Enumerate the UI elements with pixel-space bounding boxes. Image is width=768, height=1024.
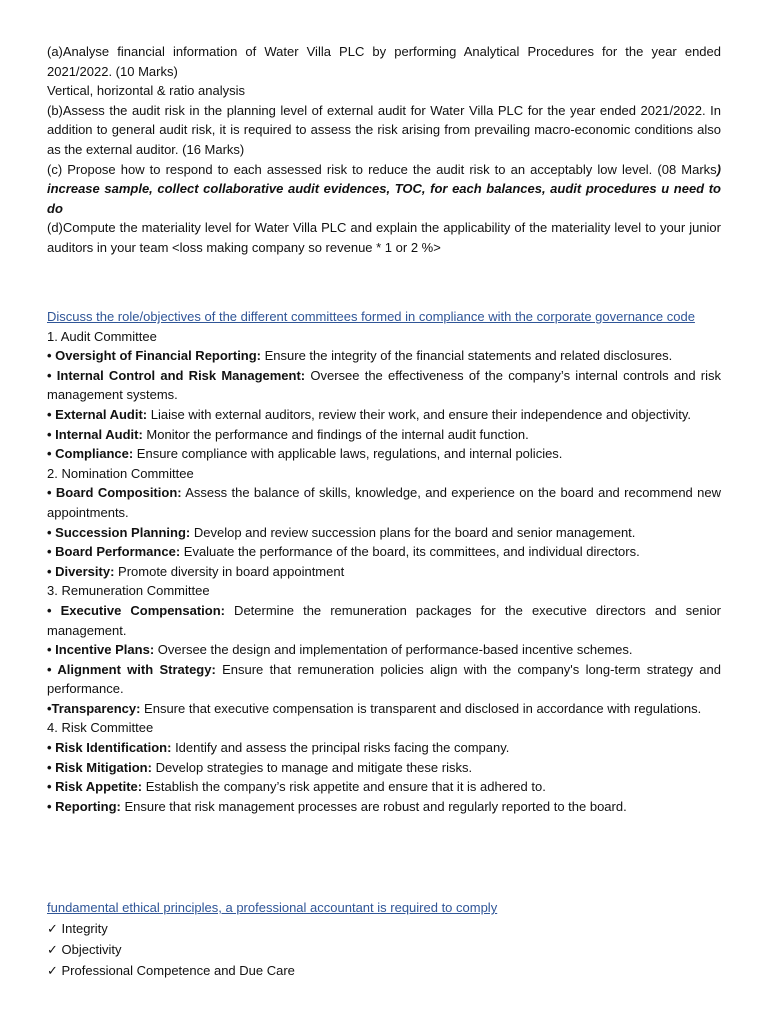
question-c bbox=[47, 160, 721, 219]
item-label: • Board Composition: bbox=[47, 485, 182, 501]
committee-item bbox=[47, 738, 721, 758]
committee-item bbox=[47, 797, 721, 817]
item-text: Oversee the design and implementation of performance-based incentive schemes. bbox=[154, 642, 633, 658]
item-label: • Risk Identification: bbox=[47, 740, 172, 756]
ethics-list bbox=[47, 918, 721, 981]
item-label: • Internal Control and Risk Management: bbox=[47, 367, 306, 383]
committee-title: 1. Audit Committee bbox=[47, 328, 157, 344]
item-text: Oversee the effectiveness of the company’s internal controls and risk management systems. bbox=[47, 367, 722, 403]
item-label: • Risk Mitigation: bbox=[47, 759, 152, 775]
item-label: •Transparency: bbox=[47, 700, 141, 716]
exam-questions bbox=[47, 42, 721, 258]
item-text: Determine the remuneration packages for the executive directors and senior management. bbox=[47, 602, 722, 638]
question-a: (a)Analyse financial information of Water Villa PLC by performing Analytical Procedures for the year ended 2021/2022. (10 Marks) bbox=[47, 44, 721, 79]
committees-section bbox=[47, 307, 721, 816]
item-text: Establish the company’s risk appetite and ensure that it is adhered to. bbox=[142, 779, 546, 795]
question-c-text: (c) Propose how to respond to each assessed risk to reduce the audit risk to an acceptably low level. (08 Marks bbox=[47, 161, 717, 177]
committee-item bbox=[47, 699, 721, 719]
item-label: • Alignment with Strategy: bbox=[47, 661, 216, 677]
committee-item bbox=[47, 640, 721, 660]
item-text: Ensure that executive compensation is transparent and disclosed in accordance with regulations. bbox=[140, 700, 702, 716]
committee-item bbox=[47, 425, 721, 445]
committee-item bbox=[47, 542, 721, 562]
item-label: • Risk Appetite: bbox=[47, 779, 143, 795]
item-text: Ensure the integrity of the financial statements and related disclosures. bbox=[261, 348, 673, 364]
item-text: Monitor the performance and findings of the internal audit function. bbox=[142, 426, 529, 442]
item-text: Ensure that risk management processes are robust and regularly reported to the board. bbox=[120, 798, 627, 814]
ethics-item: ✓ Objectivity bbox=[47, 941, 122, 957]
item-text: Ensure compliance with applicable laws, regulations, and internal policies. bbox=[133, 446, 563, 462]
committee-item bbox=[47, 660, 721, 699]
ethics-item: ✓ Integrity bbox=[47, 920, 108, 936]
committee-item bbox=[47, 405, 721, 425]
item-text: Develop and review succession plans for the board and senior management. bbox=[190, 524, 636, 540]
committee-item bbox=[47, 758, 721, 778]
item-label: • External Audit: bbox=[47, 406, 148, 422]
committee-item bbox=[47, 523, 721, 543]
item-label: • Board Performance: bbox=[47, 544, 181, 560]
item-label: • Reporting: bbox=[47, 798, 121, 814]
item-text: Liaise with external auditors, review their work, and ensure their independence and objectivity. bbox=[147, 406, 692, 422]
item-text: Assess the balance of skills, knowledge, and experience on the board and recommend new appointments. bbox=[47, 485, 721, 520]
item-text: Identify and assess the principal risks facing the company. bbox=[171, 740, 510, 756]
committee-title: 4. Risk Committee bbox=[47, 720, 154, 736]
committee-item bbox=[47, 777, 721, 797]
item-label: • Oversight of Financial Reporting: bbox=[47, 348, 262, 364]
question-b: (b)Assess the audit risk in the planning level of external audit for Water Villa PLC for the year ended 2021/2022. In addition to general audit risk, it is required to assess the risk arising from prevailing macro-economic conditions also as the external auditor. (16 Marks) bbox=[47, 102, 721, 157]
committee-item bbox=[47, 366, 721, 405]
committee-item bbox=[47, 444, 721, 464]
question-d: (d)Compute the materiality level for Water Villa PLC and explain the applicability of the materiality level to your junior auditors in your team <loss making company so revenue * 1 or 2 %> bbox=[47, 220, 721, 255]
item-label: • Succession Planning: bbox=[47, 524, 191, 540]
item-text: Evaluate the performance of the board, its committees, and individual directors. bbox=[180, 544, 640, 560]
ethics-heading[interactable]: fundamental ethical principles, a professional accountant is required to comply bbox=[47, 900, 498, 915]
item-label: • Internal Audit: bbox=[47, 426, 143, 442]
committee-item bbox=[47, 601, 721, 640]
ethics-section bbox=[47, 898, 721, 981]
committee-item bbox=[47, 562, 721, 582]
item-text: Develop strategies to manage and mitigate these risks. bbox=[151, 759, 473, 775]
item-text: Ensure that remuneration policies align with the company's long-term strategy and performance. bbox=[47, 661, 721, 697]
item-label: • Compliance: bbox=[47, 446, 134, 462]
committee-title: 3. Remuneration Committee bbox=[47, 583, 210, 599]
committees-heading[interactable]: Discuss the role/objectives of the different committees formed in compliance with the corporate governance code bbox=[47, 309, 695, 324]
item-text: Promote diversity in board appointment bbox=[114, 563, 345, 579]
question-a-note: Vertical, horizontal & ratio analysis bbox=[47, 83, 245, 99]
ethics-item: ✓ Professional Competence and Due Care bbox=[47, 962, 295, 978]
committee-item bbox=[47, 483, 721, 522]
item-label: • Diversity: bbox=[47, 563, 115, 579]
committee-groups bbox=[47, 327, 721, 817]
question-c-note: ) increase sample, collect collaborative audit evidences, TOC, for each balances, audit procedures u need to do bbox=[47, 161, 721, 216]
item-label: • Incentive Plans: bbox=[47, 642, 155, 658]
committee-title: 2. Nomination Committee bbox=[47, 465, 194, 481]
item-label: • Executive Compensation: bbox=[47, 602, 225, 618]
committee-item bbox=[47, 346, 721, 366]
